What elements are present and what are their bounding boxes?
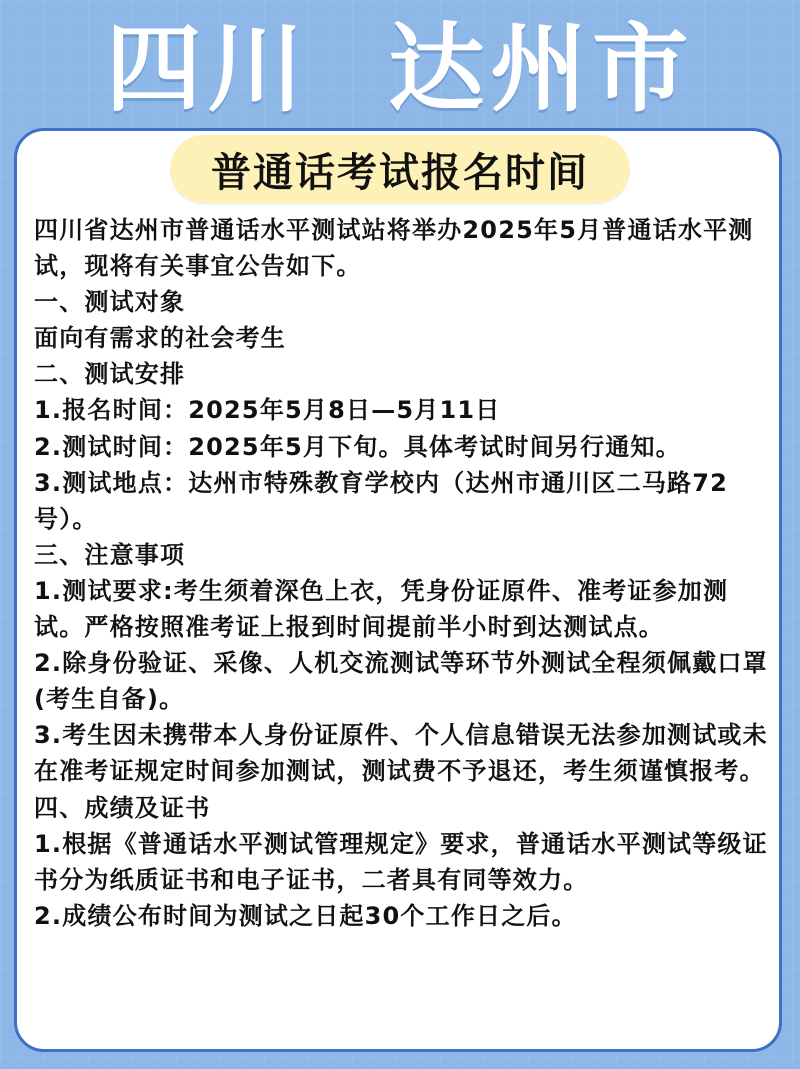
page-title: 普通话考试报名时间 [211, 149, 589, 196]
notes-item-refund: 3.考生因未携带本人身份证原件、个人信息错误无法参加测试或未在准考证规定时间参加测试，测试费不予退还，考生须谨慎报考。 [34, 721, 768, 786]
results-item-publication: 2.成绩公布时间为测试之日起30个工作日之后。 [34, 901, 577, 930]
arrangement-test-time: 2.测试时间：2025年5月下旬。具体考试时间另行通知。 [34, 432, 681, 461]
arrangement-test-location: 3.测试地点：达州市特殊教育学校内（达州市通川区二马路72号）。 [34, 468, 729, 533]
section-text-target: 面向有需求的社会考生 [34, 324, 286, 353]
notice-content [34, 212, 770, 934]
intro-paragraph: 四川省达州市普通话水平测试站将举办2025年5月普通话水平测试，现将有关事宜公告如下。 [34, 216, 754, 281]
arrangement-registration-time: 1.报名时间：2025年5月8日—5月11日 [34, 396, 501, 425]
location-heading: 四川 达州市 [105, 13, 695, 125]
section-heading-notes: 三、注意事项 [34, 540, 186, 569]
section-heading-arrangement: 二、测试安排 [34, 360, 186, 389]
section-heading-results: 四、成绩及证书 [34, 793, 211, 822]
notes-item-mask: 2.除身份验证、采像、人机交流测试等环节外测试全程须佩戴口罩(考生自备)。 [34, 649, 768, 714]
notes-item-requirements: 1.测试要求:考生须着深色上衣，凭身份证原件、准考证参加测试。严格按照准考证上报到时间提前半小时到达测试点。 [34, 576, 729, 642]
title-banner [170, 135, 630, 203]
section-heading-target: 一、测试对象 [34, 288, 186, 317]
results-item-certificate: 1.根据《普通话水平测试管理规定》要求，普通话水平测试等级证书分为纸质证书和电子证书，二者具有同等效力。 [34, 829, 768, 894]
